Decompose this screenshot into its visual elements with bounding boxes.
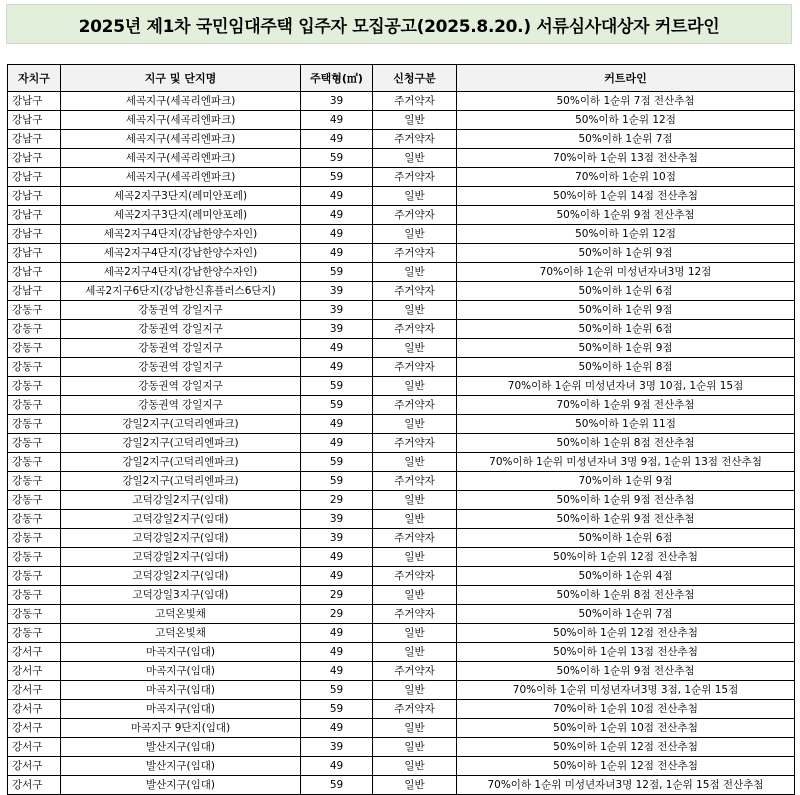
cell-unit-size: 59 xyxy=(301,396,373,415)
cell-borough: 강동구 xyxy=(8,358,61,377)
cell-cutline: 50%이하 1순위 9점 xyxy=(457,339,795,358)
cell-cutline: 50%이하 1순위 9점 xyxy=(457,244,795,263)
cell-cutline: 70%이하 1순위 10점 xyxy=(457,168,795,187)
cell-cutline: 50%이하 1순위 12점 xyxy=(457,225,795,244)
cell-complex: 강일2지구(고덕리엔파크) xyxy=(61,415,301,434)
cell-unit-size: 39 xyxy=(301,282,373,301)
table-row xyxy=(8,111,795,130)
cell-application-type: 일반 xyxy=(373,377,457,396)
cell-complex: 강동권역 강일지구 xyxy=(61,358,301,377)
cell-unit-size: 49 xyxy=(301,757,373,776)
cell-application-type: 주거약자 xyxy=(373,244,457,263)
cell-borough: 강동구 xyxy=(8,339,61,358)
table-row xyxy=(8,567,795,586)
cell-cutline: 70%이하 1순위 13점 전산추첨 xyxy=(457,149,795,168)
cell-application-type: 주거약자 xyxy=(373,92,457,111)
cell-complex: 세곡2지구3단지(레미안포레) xyxy=(61,187,301,206)
cell-borough: 강동구 xyxy=(8,301,61,320)
cell-cutline: 50%이하 1순위 9점 전산추첨 xyxy=(457,510,795,529)
cell-application-type: 주거약자 xyxy=(373,662,457,681)
table-row xyxy=(8,700,795,719)
cell-complex: 고덕강일3지구(임대) xyxy=(61,586,301,605)
cell-cutline: 70%이하 1순위 10점 전산추첨 xyxy=(457,700,795,719)
cell-cutline: 50%이하 1순위 8점 전산추첨 xyxy=(457,434,795,453)
cell-cutline: 70%이하 1순위 미성년자녀3명 12점 xyxy=(457,263,795,282)
cell-borough: 강동구 xyxy=(8,510,61,529)
cell-complex: 강동권역 강일지구 xyxy=(61,339,301,358)
cell-cutline: 50%이하 1순위 10점 전산추첨 xyxy=(457,719,795,738)
table-row xyxy=(8,320,795,339)
cell-complex: 고덕강일2지구(임대) xyxy=(61,567,301,586)
table-row xyxy=(8,453,795,472)
cell-complex: 세곡지구(세곡리엔파크) xyxy=(61,130,301,149)
table-row xyxy=(8,719,795,738)
cell-complex: 고덕강일2지구(임대) xyxy=(61,491,301,510)
cell-unit-size: 49 xyxy=(301,662,373,681)
cell-unit-size: 49 xyxy=(301,434,373,453)
cell-cutline: 50%이하 1순위 8점 전산추첨 xyxy=(457,586,795,605)
cell-cutline: 50%이하 1순위 12점 전산추첨 xyxy=(457,624,795,643)
cell-application-type: 일반 xyxy=(373,225,457,244)
table-row xyxy=(8,225,795,244)
cell-complex: 마곡지구(임대) xyxy=(61,643,301,662)
cell-borough: 강남구 xyxy=(8,149,61,168)
cell-complex: 세곡지구(세곡리엔파크) xyxy=(61,149,301,168)
cell-borough: 강동구 xyxy=(8,415,61,434)
cell-unit-size: 49 xyxy=(301,339,373,358)
cell-borough: 강남구 xyxy=(8,111,61,130)
cell-application-type: 일반 xyxy=(373,111,457,130)
cell-complex: 발산지구(임대) xyxy=(61,776,301,795)
cell-unit-size: 49 xyxy=(301,206,373,225)
cell-unit-size: 39 xyxy=(301,92,373,111)
cell-cutline: 50%이하 1순위 7점 전산추첨 xyxy=(457,92,795,111)
cell-unit-size: 49 xyxy=(301,187,373,206)
cell-unit-size: 49 xyxy=(301,111,373,130)
cell-application-type: 일반 xyxy=(373,757,457,776)
cell-application-type: 일반 xyxy=(373,187,457,206)
cell-application-type: 일반 xyxy=(373,415,457,434)
cell-complex: 강일2지구(고덕리엔파크) xyxy=(61,472,301,491)
header-complex: 지구 및 단지명 xyxy=(61,65,301,92)
cell-unit-size: 59 xyxy=(301,472,373,491)
cell-unit-size: 49 xyxy=(301,567,373,586)
table-row xyxy=(8,206,795,225)
cell-complex: 강일2지구(고덕리엔파크) xyxy=(61,453,301,472)
cell-application-type: 주거약자 xyxy=(373,358,457,377)
cell-borough: 강남구 xyxy=(8,282,61,301)
cell-borough: 강동구 xyxy=(8,567,61,586)
cell-unit-size: 59 xyxy=(301,377,373,396)
table-row xyxy=(8,168,795,187)
table-row xyxy=(8,472,795,491)
table-row xyxy=(8,529,795,548)
cell-complex: 강동권역 강일지구 xyxy=(61,320,301,339)
header-unit-size: 주택형(㎡) xyxy=(301,65,373,92)
cell-borough: 강서구 xyxy=(8,719,61,738)
cell-unit-size: 59 xyxy=(301,263,373,282)
table-row xyxy=(8,681,795,700)
cell-cutline: 50%이하 1순위 7점 xyxy=(457,605,795,624)
cell-application-type: 주거약자 xyxy=(373,206,457,225)
table-row xyxy=(8,377,795,396)
cell-cutline: 50%이하 1순위 6점 xyxy=(457,320,795,339)
cell-cutline: 50%이하 1순위 6점 xyxy=(457,282,795,301)
cell-borough: 강동구 xyxy=(8,491,61,510)
cell-borough: 강동구 xyxy=(8,396,61,415)
table-row xyxy=(8,244,795,263)
cell-borough: 강동구 xyxy=(8,377,61,396)
table-header-row xyxy=(8,65,795,92)
cell-unit-size: 59 xyxy=(301,776,373,795)
cell-cutline: 50%이하 1순위 12점 전산추첨 xyxy=(457,738,795,757)
cell-unit-size: 49 xyxy=(301,358,373,377)
table-row xyxy=(8,187,795,206)
cell-complex: 세곡2지구3단지(레미안포레) xyxy=(61,206,301,225)
cell-cutline: 70%이하 1순위 9점 전산추첨 xyxy=(457,396,795,415)
cell-cutline: 50%이하 1순위 6점 xyxy=(457,529,795,548)
cell-cutline: 50%이하 1순위 12점 전산추첨 xyxy=(457,548,795,567)
cell-application-type: 일반 xyxy=(373,681,457,700)
cell-borough: 강서구 xyxy=(8,757,61,776)
cell-cutline: 50%이하 1순위 11점 xyxy=(457,415,795,434)
cell-cutline: 50%이하 1순위 9점 전산추첨 xyxy=(457,662,795,681)
table-row xyxy=(8,149,795,168)
table-row xyxy=(8,510,795,529)
cell-application-type: 주거약자 xyxy=(373,320,457,339)
cell-application-type: 일반 xyxy=(373,776,457,795)
cell-application-type: 일반 xyxy=(373,301,457,320)
cell-application-type: 일반 xyxy=(373,149,457,168)
cell-unit-size: 29 xyxy=(301,491,373,510)
cell-cutline: 50%이하 1순위 9점 xyxy=(457,301,795,320)
table-row xyxy=(8,434,795,453)
header-cutline: 커트라인 xyxy=(457,65,795,92)
cell-complex: 마곡지구(임대) xyxy=(61,681,301,700)
cell-application-type: 일반 xyxy=(373,510,457,529)
cell-cutline: 50%이하 1순위 9점 전산추첨 xyxy=(457,206,795,225)
cell-borough: 강서구 xyxy=(8,662,61,681)
cell-borough: 강동구 xyxy=(8,586,61,605)
table-row xyxy=(8,738,795,757)
cell-borough: 강동구 xyxy=(8,605,61,624)
cell-complex: 발산지구(임대) xyxy=(61,757,301,776)
cell-application-type: 주거약자 xyxy=(373,130,457,149)
cell-complex: 강동권역 강일지구 xyxy=(61,301,301,320)
cell-borough: 강남구 xyxy=(8,92,61,111)
cell-borough: 강동구 xyxy=(8,624,61,643)
cell-unit-size: 39 xyxy=(301,529,373,548)
cell-complex: 세곡2지구4단지(강남한양수자인) xyxy=(61,225,301,244)
table-row xyxy=(8,491,795,510)
cell-complex: 강동권역 강일지구 xyxy=(61,377,301,396)
cell-unit-size: 49 xyxy=(301,643,373,662)
cell-unit-size: 39 xyxy=(301,301,373,320)
table-row xyxy=(8,130,795,149)
cell-borough: 강서구 xyxy=(8,700,61,719)
cell-application-type: 일반 xyxy=(373,491,457,510)
cell-unit-size: 59 xyxy=(301,453,373,472)
cell-cutline: 50%이하 1순위 13점 전산추첨 xyxy=(457,643,795,662)
cell-cutline: 50%이하 1순위 12점 전산추첨 xyxy=(457,757,795,776)
cell-complex: 강일2지구(고덕리엔파크) xyxy=(61,434,301,453)
cell-unit-size: 49 xyxy=(301,624,373,643)
table-row xyxy=(8,586,795,605)
cell-borough: 강남구 xyxy=(8,168,61,187)
table-row xyxy=(8,301,795,320)
cell-unit-size: 49 xyxy=(301,225,373,244)
cell-complex: 고덕강일2지구(임대) xyxy=(61,548,301,567)
cell-unit-size: 39 xyxy=(301,510,373,529)
table-row xyxy=(8,358,795,377)
cell-complex: 세곡지구(세곡리엔파크) xyxy=(61,92,301,111)
table-row xyxy=(8,415,795,434)
cell-application-type: 일반 xyxy=(373,719,457,738)
cell-borough: 강동구 xyxy=(8,472,61,491)
cell-borough: 강서구 xyxy=(8,643,61,662)
header-borough: 자치구 xyxy=(8,65,61,92)
cell-application-type: 주거약자 xyxy=(373,168,457,187)
cell-unit-size: 49 xyxy=(301,548,373,567)
cell-application-type: 주거약자 xyxy=(373,472,457,491)
cell-borough: 강서구 xyxy=(8,776,61,795)
cell-borough: 강서구 xyxy=(8,681,61,700)
cell-complex: 발산지구(임대) xyxy=(61,738,301,757)
cell-cutline: 70%이하 1순위 미성년자녀3명 3점, 1순위 15점 xyxy=(457,681,795,700)
cell-borough: 강남구 xyxy=(8,263,61,282)
cell-borough: 강동구 xyxy=(8,320,61,339)
cell-unit-size: 49 xyxy=(301,130,373,149)
page-title: 2025년 제1차 국민임대주택 입주자 모집공고(2025.8.20.) 서류심사대상자 커트라인 xyxy=(78,16,720,37)
cell-unit-size: 49 xyxy=(301,415,373,434)
cell-borough: 강남구 xyxy=(8,206,61,225)
cell-unit-size: 29 xyxy=(301,586,373,605)
cell-application-type: 일반 xyxy=(373,453,457,472)
cell-borough: 강동구 xyxy=(8,529,61,548)
cell-complex: 마곡지구(임대) xyxy=(61,700,301,719)
cell-complex: 세곡지구(세곡리엔파크) xyxy=(61,168,301,187)
cell-borough: 강서구 xyxy=(8,738,61,757)
table-body xyxy=(8,92,795,795)
cell-application-type: 주거약자 xyxy=(373,282,457,301)
cell-borough: 강동구 xyxy=(8,548,61,567)
cell-borough: 강남구 xyxy=(8,187,61,206)
cell-cutline: 70%이하 1순위 미성년자녀3명 12점, 1순위 15점 전산추첨 xyxy=(457,776,795,795)
table-row xyxy=(8,624,795,643)
cell-complex: 세곡2지구4단지(강남한양수자인) xyxy=(61,244,301,263)
cell-unit-size: 29 xyxy=(301,605,373,624)
cell-cutline: 50%이하 1순위 8점 xyxy=(457,358,795,377)
cell-complex: 세곡지구(세곡리엔파크) xyxy=(61,111,301,130)
table-row xyxy=(8,548,795,567)
cell-complex: 고덕온빛채 xyxy=(61,624,301,643)
header-application-type: 신청구분 xyxy=(373,65,457,92)
cell-application-type: 주거약자 xyxy=(373,434,457,453)
cell-application-type: 주거약자 xyxy=(373,567,457,586)
cell-unit-size: 49 xyxy=(301,244,373,263)
cell-unit-size: 59 xyxy=(301,168,373,187)
cell-application-type: 주거약자 xyxy=(373,605,457,624)
table-row xyxy=(8,339,795,358)
cell-complex: 마곡지구(임대) xyxy=(61,662,301,681)
cell-complex: 고덕강일2지구(임대) xyxy=(61,510,301,529)
cell-application-type: 일반 xyxy=(373,263,457,282)
title-banner xyxy=(6,4,792,44)
table-row xyxy=(8,643,795,662)
cell-borough: 강동구 xyxy=(8,434,61,453)
cell-unit-size: 59 xyxy=(301,681,373,700)
cell-application-type: 일반 xyxy=(373,339,457,358)
cell-unit-size: 59 xyxy=(301,700,373,719)
table-row xyxy=(8,282,795,301)
cell-application-type: 주거약자 xyxy=(373,700,457,719)
cell-unit-size: 59 xyxy=(301,149,373,168)
table-row xyxy=(8,662,795,681)
table-row xyxy=(8,757,795,776)
cell-borough: 강남구 xyxy=(8,130,61,149)
cell-cutline: 70%이하 1순위 미성년자녀 3명 9점, 1순위 13점 전산추첨 xyxy=(457,453,795,472)
table-row xyxy=(8,396,795,415)
cell-cutline: 70%이하 1순위 9점 xyxy=(457,472,795,491)
cell-complex: 마곡지구 9단지(임대) xyxy=(61,719,301,738)
cell-complex: 세곡2지구6단지(강남한신휴플러스6단지) xyxy=(61,282,301,301)
table-row xyxy=(8,263,795,282)
table-row xyxy=(8,605,795,624)
cell-unit-size: 39 xyxy=(301,738,373,757)
table-row xyxy=(8,92,795,111)
cell-complex: 고덕강일2지구(임대) xyxy=(61,529,301,548)
cell-borough: 강남구 xyxy=(8,225,61,244)
cell-application-type: 일반 xyxy=(373,738,457,757)
cell-application-type: 일반 xyxy=(373,586,457,605)
cell-application-type: 일반 xyxy=(373,624,457,643)
cell-application-type: 일반 xyxy=(373,548,457,567)
cutline-table xyxy=(7,64,795,795)
cell-cutline: 50%이하 1순위 9점 전산추첨 xyxy=(457,491,795,510)
cell-application-type: 주거약자 xyxy=(373,529,457,548)
cell-complex: 강동권역 강일지구 xyxy=(61,396,301,415)
cell-complex: 세곡2지구4단지(강남한양수자인) xyxy=(61,263,301,282)
cell-borough: 강남구 xyxy=(8,244,61,263)
cell-complex: 고덕온빛채 xyxy=(61,605,301,624)
cell-cutline: 50%이하 1순위 4점 xyxy=(457,567,795,586)
table-row xyxy=(8,776,795,795)
cell-application-type: 주거약자 xyxy=(373,396,457,415)
cell-borough: 강동구 xyxy=(8,453,61,472)
cell-cutline: 50%이하 1순위 12점 xyxy=(457,111,795,130)
cell-unit-size: 49 xyxy=(301,719,373,738)
cell-cutline: 50%이하 1순위 7점 xyxy=(457,130,795,149)
cell-unit-size: 39 xyxy=(301,320,373,339)
cell-cutline: 70%이하 1순위 미성년자녀 3명 10점, 1순위 15점 xyxy=(457,377,795,396)
cell-cutline: 50%이하 1순위 14점 전산추첨 xyxy=(457,187,795,206)
cell-application-type: 일반 xyxy=(373,643,457,662)
